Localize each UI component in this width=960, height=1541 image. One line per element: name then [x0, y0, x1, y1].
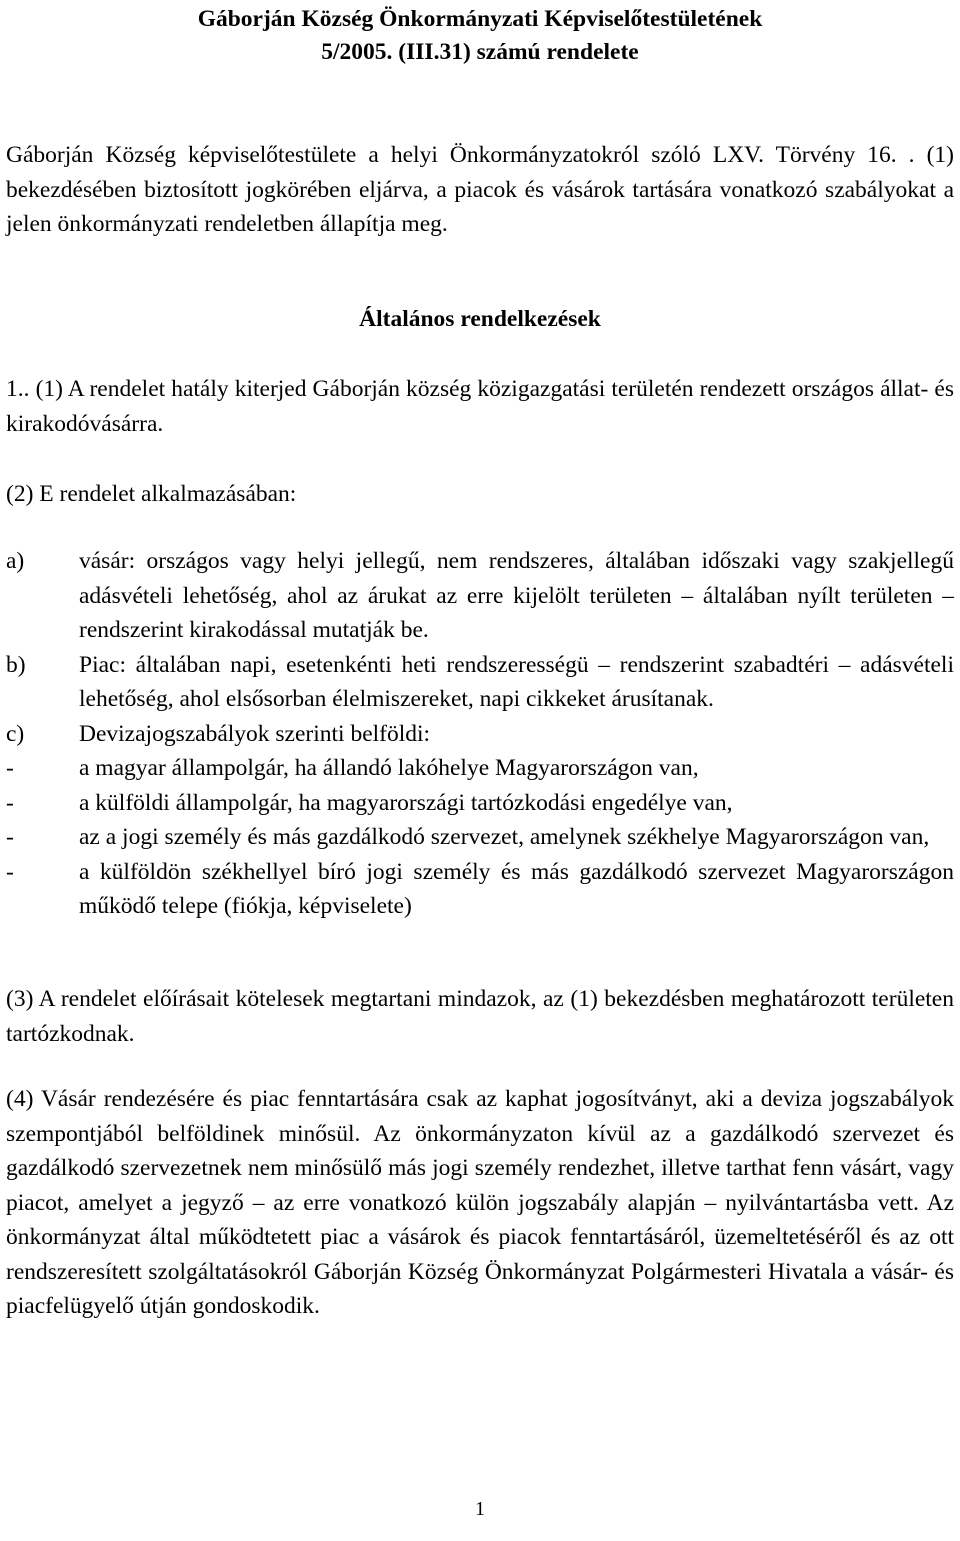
list-item	[6, 648, 954, 717]
list-item-text: a külföldön székhellyel bíró jogi személy és más gazdálkodó szervezet Magyarországon működő telepe (fiókja, képviselete)	[79, 858, 954, 919]
section-heading: Általános rendelkezések	[359, 306, 601, 332]
list-item-text: az a jogi személy és más gazdálkodó szervezet, amelynek székhelye Magyarországon van,	[79, 824, 930, 850]
list-item	[6, 786, 954, 821]
preamble-paragraph: Gáborján Község képviselőtestülete a helyi Önkormányzatokról szóló LXV. Törvény 16. . (1) bekezdésében biztosított jogkörében eljárva, a piacok és vásárok tartására vonatkozó szabályokat a jelen önkormányzati rendeletben állapítja meg.	[6, 142, 954, 237]
list-item	[6, 855, 954, 924]
list-item-text: vásár: országos vagy helyi jellegű, nem rendszeres, általában időszaki vagy szakjellegű adásvételi lehetőség, ahol az árukat az erre kijelölt területen – általában nyílt területen – rendszerint kirakodással mutatják be.	[79, 548, 954, 643]
list-item	[6, 751, 954, 786]
list-item	[6, 544, 954, 648]
list-item-text: Devizajogszabályok szerinti belföldi:	[79, 720, 431, 747]
paragraph-1: 1.. (1) A rendelet hatály kiterjed Gáborján község közigazgatási területén rendezett országos állat- és kirakodóvásárra.	[6, 376, 954, 437]
list-item	[6, 820, 954, 855]
list-marker: -	[6, 755, 14, 781]
list-marker: a)	[6, 548, 25, 574]
list-marker: c)	[6, 720, 25, 747]
paragraph-3: (3) A rendelet előírásait kötelesek megtartani mindazok, az (1) bekezdésben meghatározott területen tartózkodnak.	[6, 986, 954, 1047]
definitions-list	[6, 544, 954, 924]
list-item-text: a külföldi állampolgár, ha magyarországi tartózkodási engedélye van,	[79, 789, 733, 816]
paragraph-4: (4) Vásár rendezésére és piac fenntartására csak az kaphat jogosítványt, aki a deviza jogszabályok szempontjából belföldinek minősül. Az önkormányzaton kívül az a gazdálkodó szervezet és gazdálkodó szervezetnek nem minősülő más jogi személy rendezhet, illetve tarthat fenn vásárt, vagy piacot, amelyet a jegyző – az erre vonatkozó külön jogszabály alapján – nyilvántartásba vett. Az önkormányzat által működtetett piac a vásárok és piacok fenntartásáról, üzemeltetéséről és az ott rendszeresített szolgáltatásokról Gáborján Község Önkormányzat Polgármesteri Hivatala a vásár- és piacfelügyelő útján gondoskodik.	[6, 1086, 954, 1319]
list-marker: -	[6, 858, 14, 885]
list-marker: b)	[6, 651, 26, 678]
list-item	[6, 717, 954, 752]
document-title-line2: 5/2005. (III.31) számú rendelete	[321, 39, 639, 65]
list-marker: -	[6, 824, 14, 850]
list-marker: -	[6, 789, 14, 816]
paragraph-2-intro: (2) E rendelet alkalmazásában:	[6, 481, 297, 507]
list-item-text: Piac: általában napi, esetenkénti heti rendszerességü – rendszerint szabadtéri – adásvételi lehetőség, ahol elsősorban élelmiszereket, napi cikkeket árusítanak.	[79, 651, 954, 712]
list-item-text: a magyar állampolgár, ha állandó lakóhelye Magyarországon van,	[79, 755, 699, 781]
document-title-line1: Gáborján Község Önkormányzati Képviselőtestületének	[197, 6, 763, 32]
page-number: 1	[475, 1498, 485, 1520]
